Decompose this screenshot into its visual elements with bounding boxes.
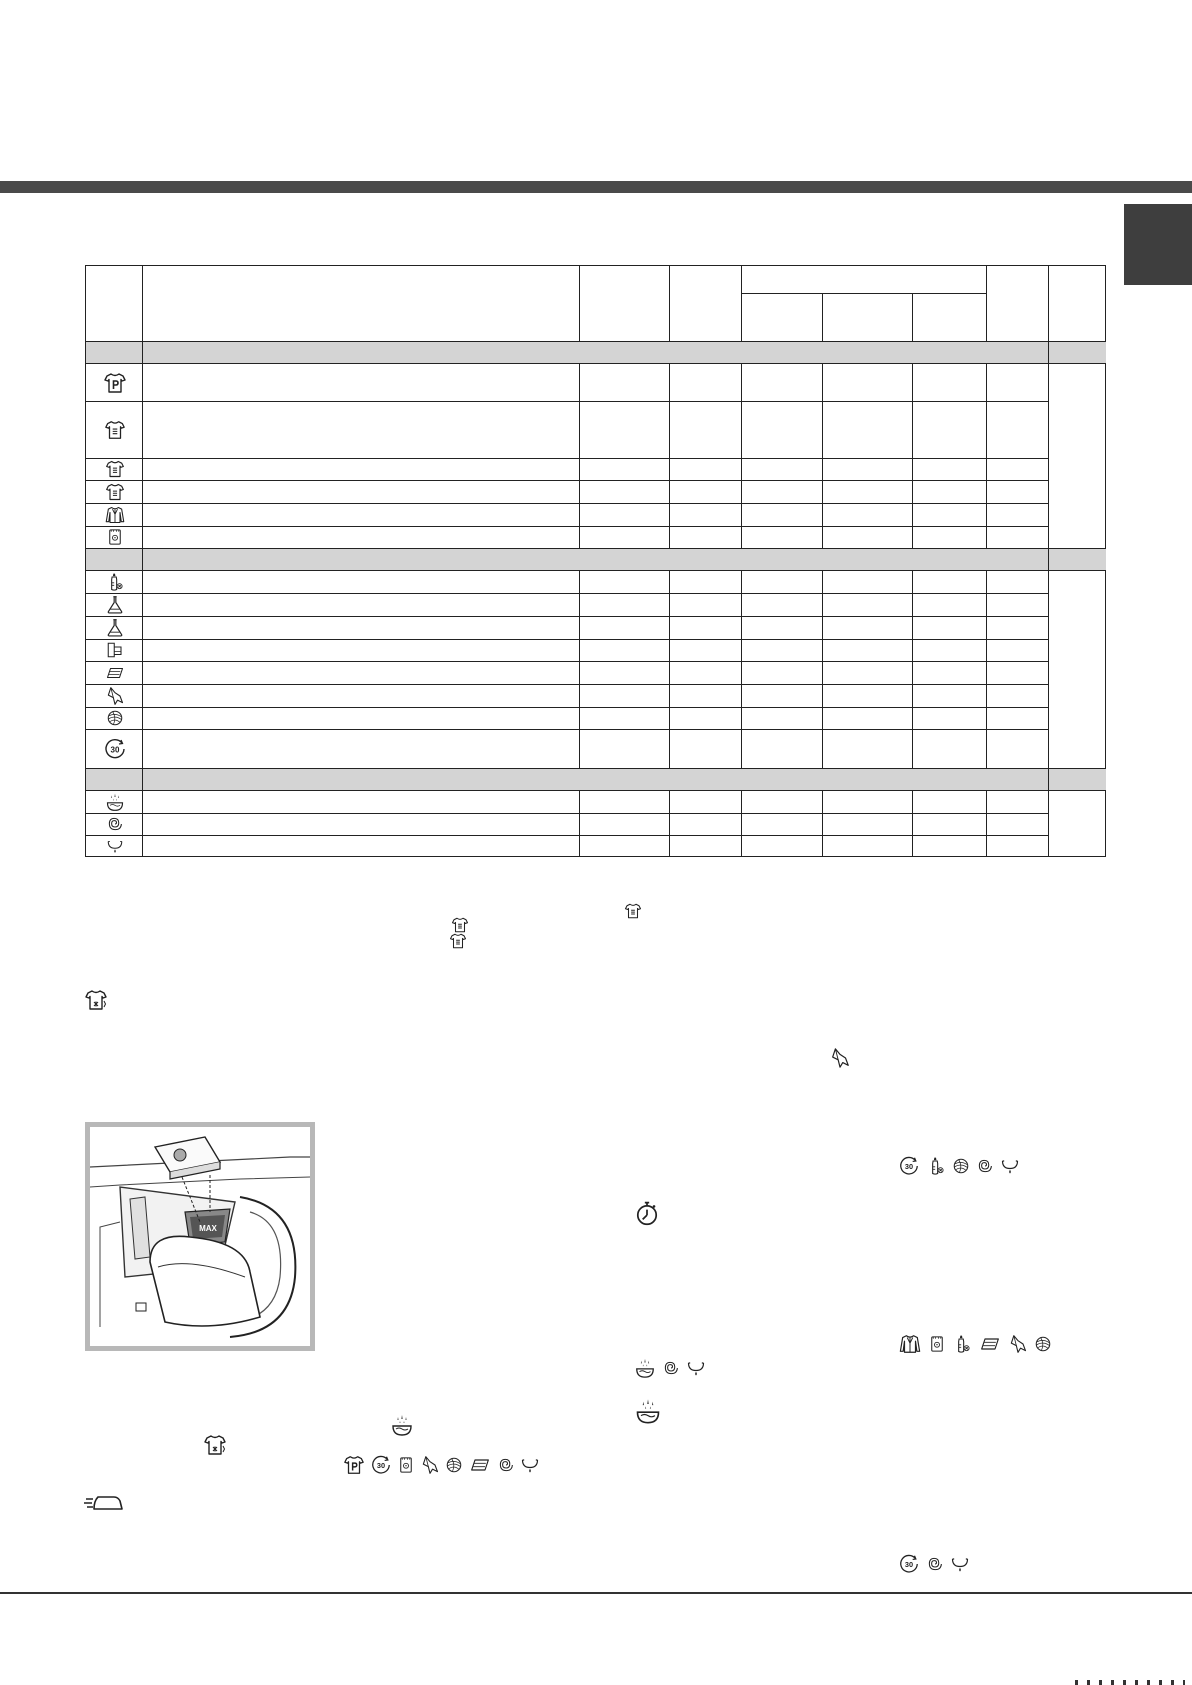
shirt-icon: [105, 482, 125, 502]
baby-bottle-icon: [926, 1155, 946, 1177]
header-bar: [0, 181, 1192, 193]
left-programme-icons: [343, 1454, 540, 1476]
folded-cloth-icon: [468, 1455, 492, 1475]
shirt-sleeves-icon: [104, 505, 126, 525]
rinse-icon[interactable]: [634, 1396, 662, 1426]
group-band-3-icon-cell: [86, 768, 143, 791]
towels-icon: [105, 641, 125, 659]
wool-ball-icon: [1034, 1335, 1052, 1353]
drain-icon: [950, 1554, 970, 1574]
shirt-icon: [624, 902, 642, 920]
express-30-icon: [103, 737, 127, 761]
page-marks: [1075, 1680, 1185, 1685]
programme-table: [85, 265, 1106, 857]
drain-icon: [520, 1455, 540, 1475]
shirt-p-icon: [343, 1454, 365, 1476]
express-30-icon: [898, 1553, 920, 1575]
timer-icon[interactable]: [634, 1200, 660, 1228]
baby-bottle-icon: [105, 572, 125, 592]
baby-bottle-icon: [952, 1333, 972, 1355]
stain-shirt-icon: [203, 1433, 227, 1457]
drain-icon: [1000, 1156, 1020, 1176]
dispenser-icon: [106, 528, 124, 546]
folded-cloth-icon: [978, 1334, 1002, 1354]
chapter-tab[interactable]: [1124, 204, 1192, 285]
silk-scarf-icon: [105, 686, 125, 706]
right-programme-icons-3: [634, 1357, 706, 1379]
spin-icon: [976, 1157, 994, 1175]
spin-icon: [926, 1555, 944, 1573]
stain-shirt-icon: [84, 988, 108, 1012]
rinse-icon: [634, 1357, 656, 1379]
group-band-2: [143, 548, 1106, 571]
group-band-2-icon-cell: [86, 548, 143, 571]
right-programme-icons-2: [898, 1333, 1052, 1355]
silk-scarf-icon: [420, 1455, 440, 1475]
right-programme-icons-1: [898, 1155, 1020, 1177]
wool-ball-icon: [106, 709, 124, 727]
express-30-icon: [370, 1454, 392, 1476]
shirt-icon: [449, 932, 467, 950]
express-30-icon: [898, 1155, 920, 1177]
flask-icon: [105, 618, 125, 638]
folded-cloth-icon: [104, 664, 126, 682]
shirt-sleeves-icon: [898, 1333, 922, 1355]
flask-icon: [105, 595, 125, 615]
spin-icon: [106, 815, 124, 833]
right-programme-icons-4: [898, 1553, 970, 1575]
group-band-3: [143, 768, 1106, 791]
spin-icon: [497, 1456, 515, 1474]
shirt-p-icon: [103, 371, 127, 395]
silk-scarf-icon: [1008, 1334, 1028, 1354]
spin-icon: [662, 1359, 680, 1377]
dispenser-illustration: [85, 1122, 315, 1351]
wool-ball-icon: [952, 1157, 970, 1175]
shirt-icon: [104, 419, 126, 441]
drain-icon: [106, 837, 124, 855]
dispenser-icon: [397, 1455, 415, 1475]
group-band-1: [143, 341, 1106, 364]
footer-rule: [0, 1592, 1192, 1594]
rinse-icon: [105, 792, 125, 812]
dispenser-icon: [928, 1334, 946, 1354]
rinse-icon: [390, 1413, 414, 1437]
max-label: MAX: [199, 1224, 217, 1233]
drain-icon: [686, 1358, 706, 1378]
iron-icon: [84, 1490, 124, 1514]
shirt-icon: [105, 459, 125, 479]
silk-scarf-icon: [829, 1047, 851, 1069]
wool-ball-icon: [445, 1456, 463, 1474]
group-band-1-icon-cell: [86, 341, 143, 364]
